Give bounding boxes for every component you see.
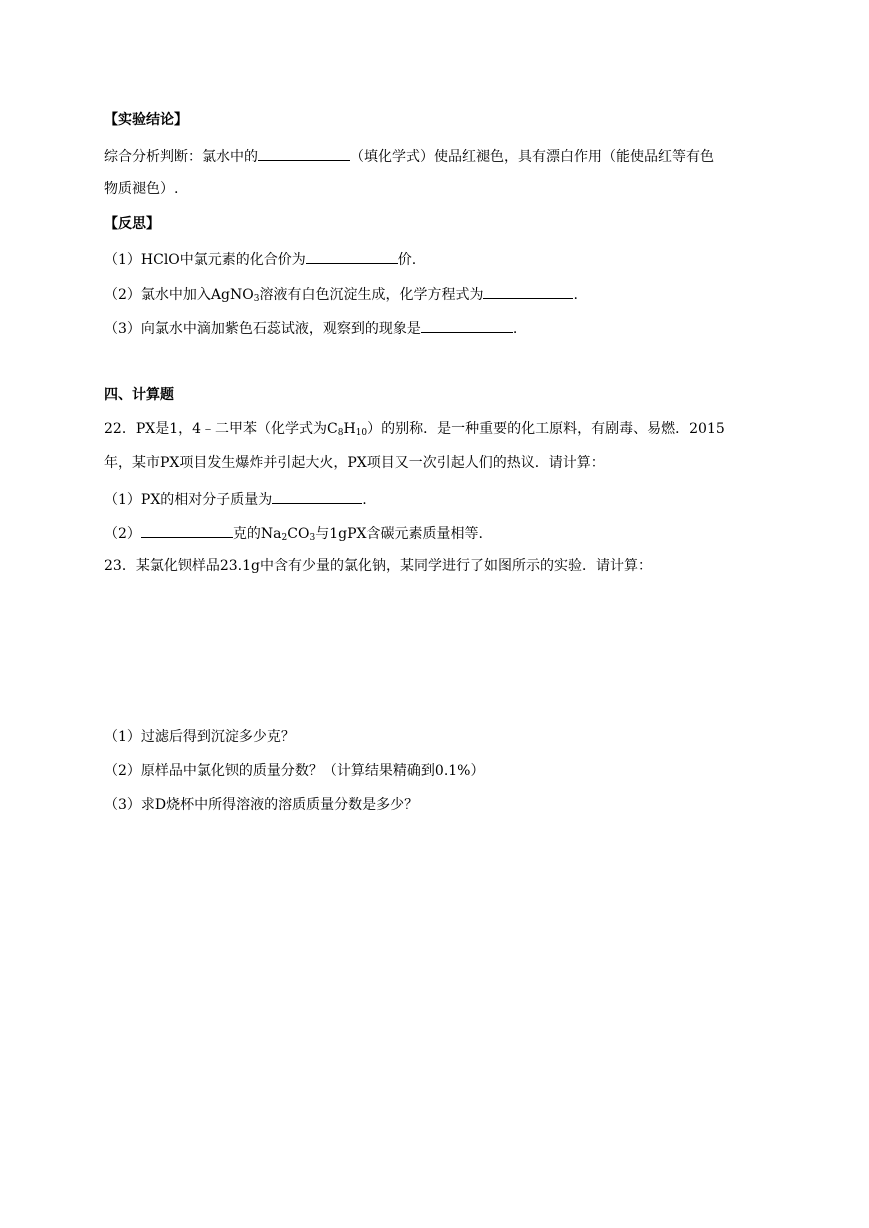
q22-part-1	[104, 489, 367, 509]
conclusion-line-1	[104, 146, 714, 166]
q23-part-2: （2）原样品中氯化钡的质量分数？（计算结果精确到0.1%）	[104, 763, 485, 779]
conclusion-text-b: （填化学式）使品红褪色，具有漂白作用（能使品红等有色	[350, 149, 714, 165]
answer-blank-molar-mass[interactable]	[272, 489, 362, 504]
subscript: 8	[337, 428, 344, 438]
answer-blank-mass[interactable]	[141, 523, 233, 538]
reflection-q1-suffix: 价.	[397, 252, 417, 268]
q23-line-1: 23．某氯化钡样品23.1g中含有少量的氯化钠，某同学进行了如图所示的实验．请计算：	[104, 558, 652, 574]
conclusion-header: 【实验结论】	[104, 112, 188, 128]
answer-blank-phenomenon[interactable]	[421, 318, 513, 333]
subscript: 10	[355, 428, 368, 438]
q22-p2-text-b: 克的Na	[232, 526, 282, 542]
experiment-figure-area	[104, 590, 764, 720]
reflection-q3	[104, 318, 517, 338]
answer-blank-equation[interactable]	[483, 284, 573, 299]
q22-p1-text: （1）PX的相对分子质量为	[104, 492, 273, 508]
reflection-q2-text-b: 溶液有白色沉淀生成，化学方程式为	[259, 287, 484, 303]
reflection-q1	[104, 249, 416, 269]
conclusion-line-2: 物质褪色）.	[104, 181, 179, 197]
q23-part-3: （3）求D烧杯中所得溶液的溶质质量分数是多少？	[104, 797, 419, 813]
subscript: 2	[281, 533, 288, 543]
reflection-q1-text: （1）HClO中氯元素的化合价为	[104, 252, 306, 268]
q22-line-2: 年，某市PX项目发生爆炸并引起大火，PX项目又一次引起人们的热议．请计算：	[104, 455, 605, 471]
reflection-q3-suffix: .	[512, 321, 518, 337]
answer-blank-formula[interactable]	[258, 146, 350, 161]
q22-text-a: 22．PX是1，4﹣二甲苯（化学式为C	[104, 421, 338, 437]
q22-p2-text-d: 与1gPX含碳元素质量相等.	[315, 526, 483, 542]
subscript: 3	[309, 533, 316, 543]
reflection-q3-text: （3）向氯水中滴加紫色石蕊试液，观察到的现象是	[104, 321, 421, 337]
conclusion-text-a: 综合分析判断：氯水中的	[104, 149, 258, 165]
q23-part-1: （1）过滤后得到沉淀多少克？	[104, 729, 295, 745]
q22-h: H	[343, 421, 356, 437]
answer-blank-valence[interactable]	[306, 249, 398, 264]
subscript: 3	[253, 294, 260, 304]
q22-p2-text-c: CO	[287, 526, 310, 542]
q22-part-2	[104, 523, 483, 547]
reflection-q2	[104, 284, 578, 308]
q22-p2-prefix: （2）	[104, 526, 141, 542]
reflection-q2-text-a: （2）氯水中加入AgNO	[104, 287, 254, 303]
reflection-q2-suffix: .	[573, 287, 578, 303]
section-title: 四、计算题	[104, 387, 174, 403]
q22-line-1	[104, 420, 725, 442]
q22-text-b: ）的别称．是一种重要的化工原料，有剧毒、易燃．2015	[367, 421, 725, 437]
q22-p1-suffix: .	[362, 492, 367, 508]
reflection-header: 【反思】	[104, 216, 160, 232]
